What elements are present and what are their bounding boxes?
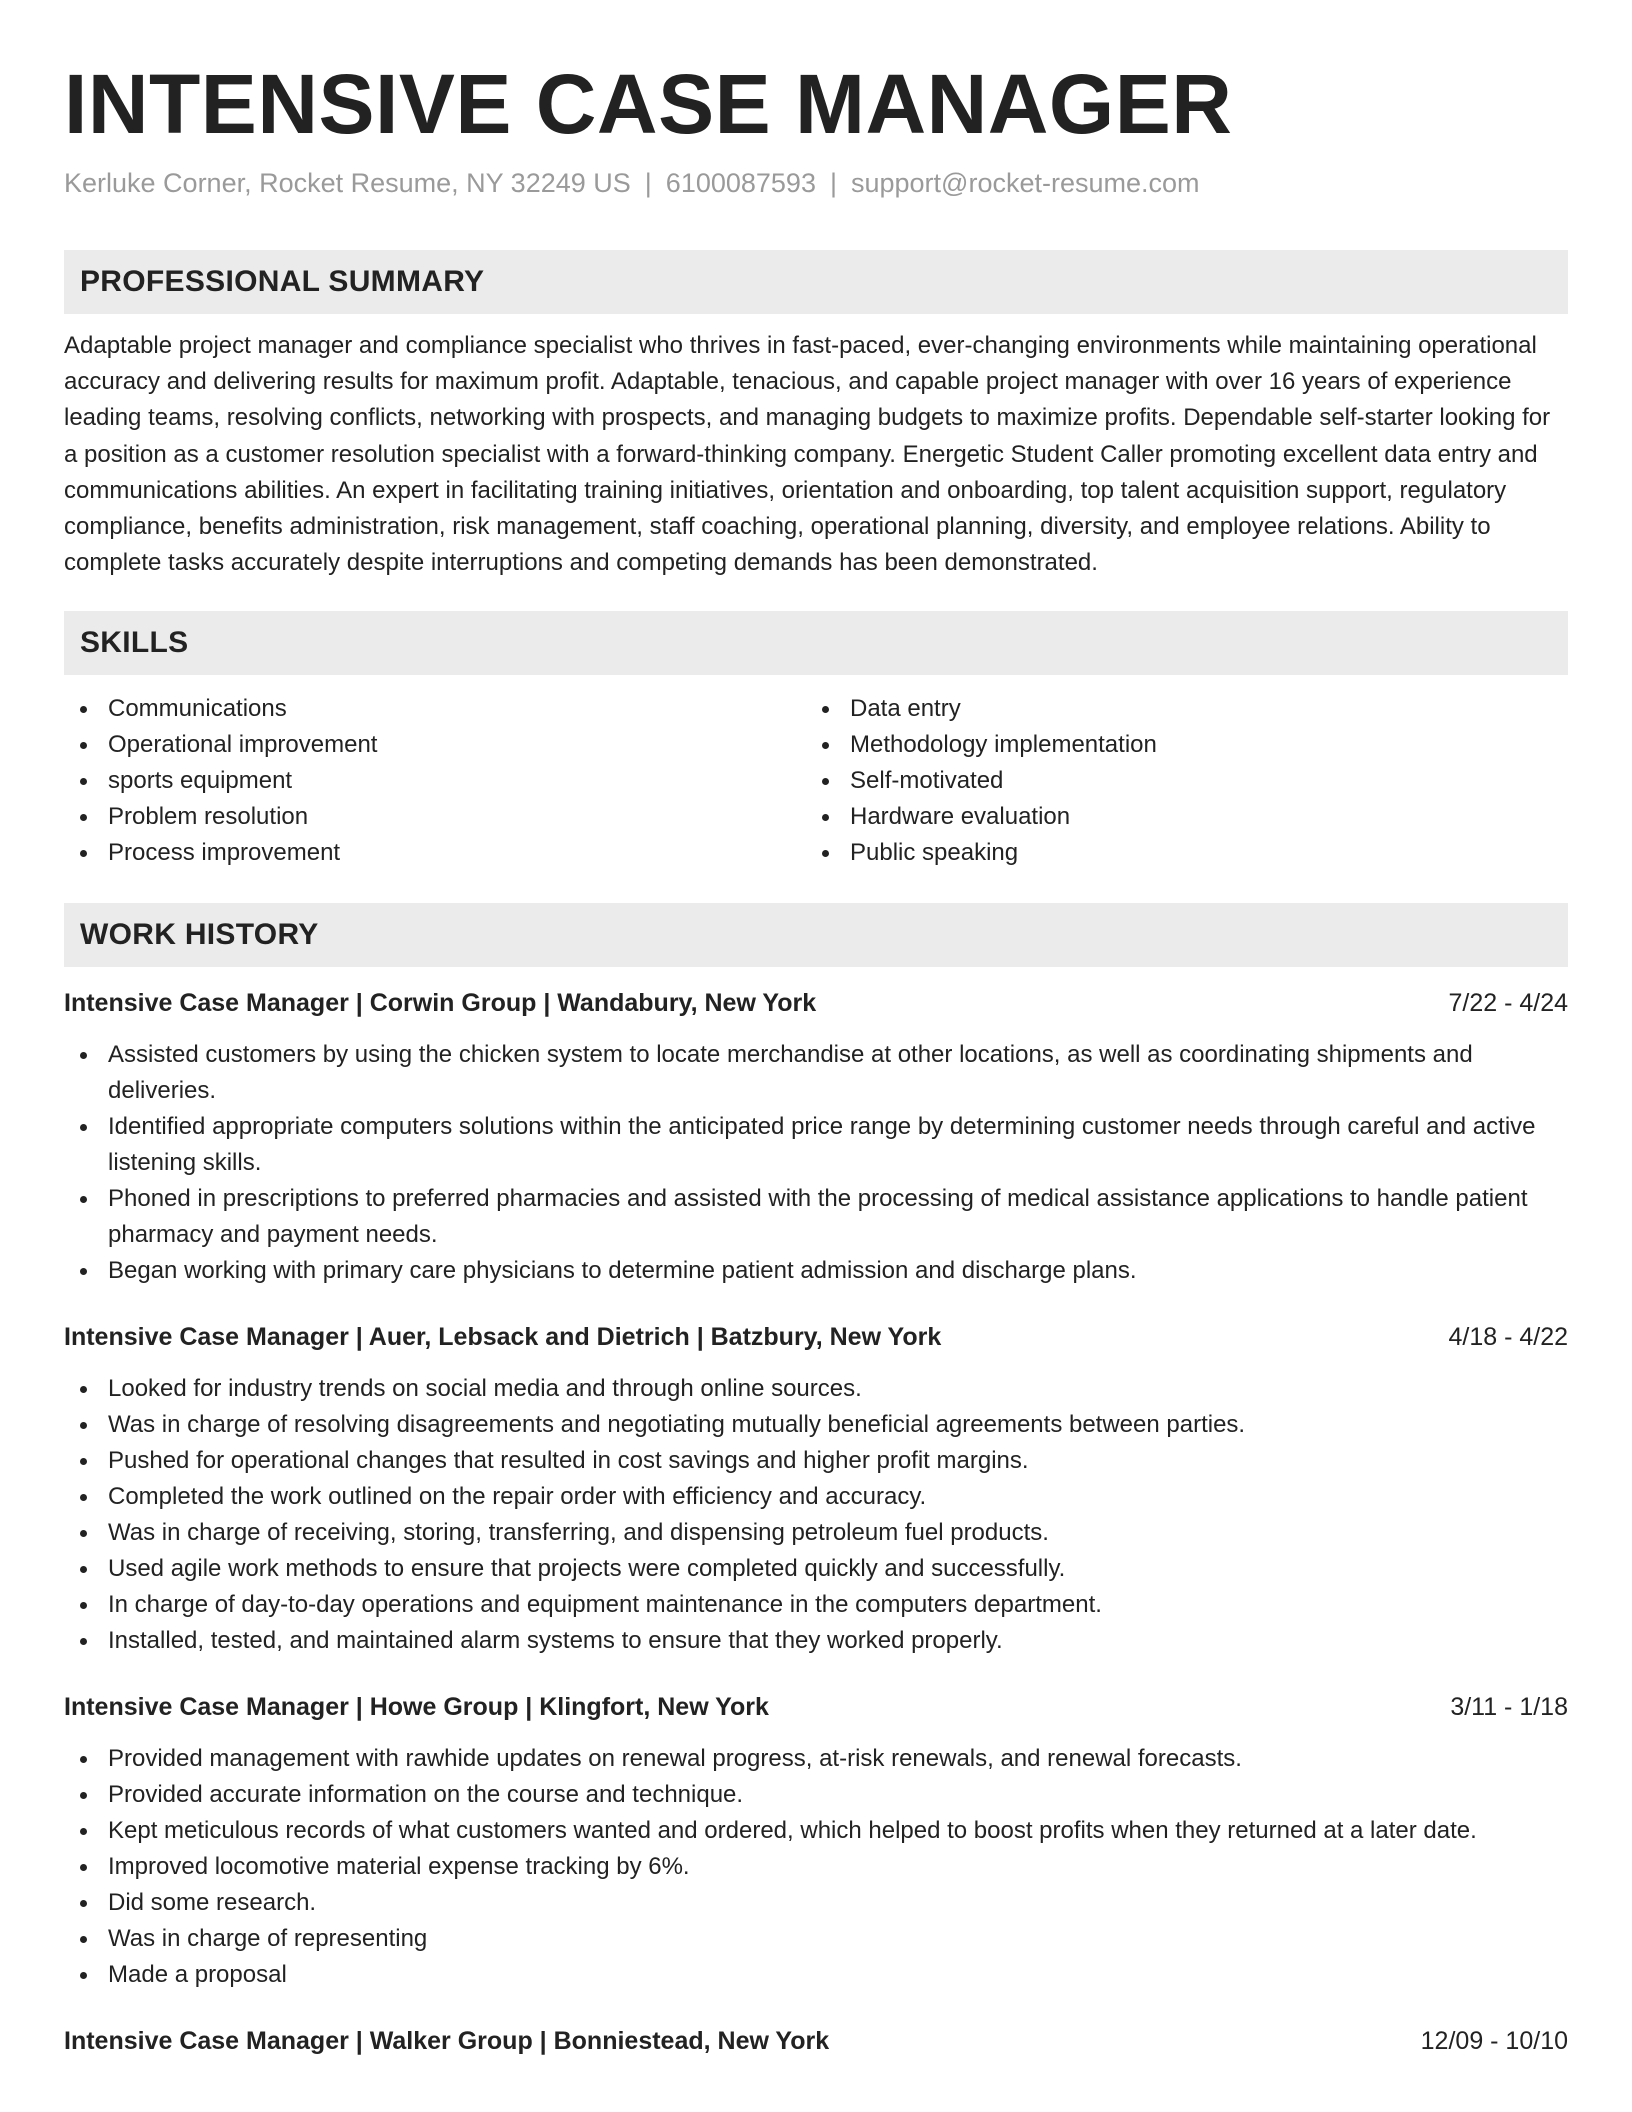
contact-email: support@rocket-resume.com [850,168,1200,198]
job-bullet-list [64,1741,1568,1993]
job-bullet: Assisted customers by using the chicken system to locate merchandise at other locations, as well as coordinating shipments and deliveries. [64,1037,1568,1109]
job-bullet: Did some research. [64,1885,1568,1921]
job-bullet-list [64,1371,1568,1659]
skill-item: Hardware evaluation [806,799,1548,835]
job-bullet: Improved locomotive material expense tracking by 6%. [64,1849,1568,1885]
skills-grid [64,691,1568,871]
contact-address: Kerluke Corner, Rocket Resume, NY 32249 US [64,168,631,198]
skill-item: Public speaking [806,835,1548,871]
job-bullet: Made a proposal [64,1957,1568,1993]
job-bullet: Was in charge of receiving, storing, transferring, and dispensing petroleum fuel products. [64,1515,1568,1551]
skill-item: Methodology implementation [806,727,1548,763]
job-bullet: Phoned in prescriptions to preferred pharmacies and assisted with the processing of medical assistance applications to handle patient pharmacy and payment needs. [64,1181,1568,1253]
job-bullet: Provided accurate information on the course and technique. [64,1777,1568,1813]
job-dates: 7/22 - 4/24 [1448,989,1568,1018]
job-title: Intensive Case Manager | Corwin Group | Wandabury, New York [64,989,817,1018]
skill-item: sports equipment [64,763,806,799]
job-bullet: Completed the work outlined on the repair order with efficiency and accuracy. [64,1479,1568,1515]
job-dates: 3/11 - 1/18 [1450,1693,1568,1722]
job-title: Intensive Case Manager | Howe Group | Klingfort, New York [64,1693,769,1722]
skill-item: Data entry [806,691,1548,727]
job-heading [64,985,1568,1021]
job-bullet: Looked for industry trends on social media and through online sources. [64,1371,1568,1407]
job-dates: 4/18 - 4/22 [1448,1323,1568,1352]
job-bullet-list [64,1037,1568,1289]
job-bullet: In charge of day-to-day operations and equipment maintenance in the computers department. [64,1587,1568,1623]
job-bullet: Kept meticulous records of what customers wanted and ordered, which helped to boost profits when they returned at a later date. [64,1813,1568,1849]
contact-separator: | [644,168,652,198]
job-entry [64,1689,1568,1993]
job-entry [64,1319,1568,1659]
skill-item: Process improvement [64,835,806,871]
skills-column-right [806,691,1548,871]
skill-item: Problem resolution [64,799,806,835]
job-bullet: Used agile work methods to ensure that projects were completed quickly and successfully. [64,1551,1568,1587]
summary-text: Adaptable project manager and compliance specialist who thrives in fast-paced, ever-changing environments while maintaining operational accuracy and delivering results for maximum profit. Adaptable, tenacious, and capable project manager with over 16 years of experience leading teams, resolving conflicts, networking with prospects, and managing budgets to maximize profits. Dependable self-starter looking for a position as a customer resolution specialist with a forward-thinking company. Energetic Student Caller promoting excellent data entry and communications abilities. An expert in facilitating training initiatives, orientation and onboarding, top talent acquisition support, regulatory compliance, benefits administration, risk management, staff coaching, operational planning, diversity, and employee relations. Ability to complete tasks accurately despite interruptions and competing demands has been demonstrated. [64,332,1551,577]
job-entry [64,985,1568,1289]
contact-separator: | [829,168,837,198]
job-bullet: Installed, tested, and maintained alarm systems to ensure that they worked properly. [64,1623,1568,1659]
contact-phone: 6100087593 [665,168,816,198]
job-bullet: Pushed for operational changes that resulted in cost savings and higher profit margins. [64,1443,1568,1479]
job-bullet: Provided management with rawhide updates on renewal progress, at-risk renewals, and renewal forecasts. [64,1741,1568,1777]
job-title: Intensive Case Manager | Auer, Lebsack and Dietrich | Batzbury, New York [64,1323,942,1352]
section-header-skills: SKILLS [64,611,1568,675]
section-header-work-history: WORK HISTORY [64,903,1568,967]
skills-column-left [64,691,806,871]
job-title: Intensive Case Manager | Walker Group | Bonniestead, New York [64,2027,830,2056]
job-bullet: Was in charge of resolving disagreements and negotiating mutually beneficial agreements between parties. [64,1407,1568,1443]
contact-line [64,166,1568,200]
skill-item: Communications [64,691,806,727]
skill-item: Operational improvement [64,727,806,763]
job-bullet: Was in charge of representing [64,1921,1568,1957]
skill-item: Self-motivated [806,763,1548,799]
job-bullet: Began working with primary care physicians to determine patient admission and discharge plans. [64,1253,1568,1289]
job-heading [64,1319,1568,1355]
job-dates: 12/09 - 10/10 [1420,2027,1568,2056]
job-entry [64,2023,1568,2059]
candidate-name: INTENSIVE CASE MANAGER [64,57,1233,151]
job-heading [64,2023,1568,2059]
job-bullet: Identified appropriate computers solutions within the anticipated price range by determining customer needs through careful and active listening skills. [64,1109,1568,1181]
job-heading [64,1689,1568,1725]
section-header-summary: PROFESSIONAL SUMMARY [64,250,1568,314]
